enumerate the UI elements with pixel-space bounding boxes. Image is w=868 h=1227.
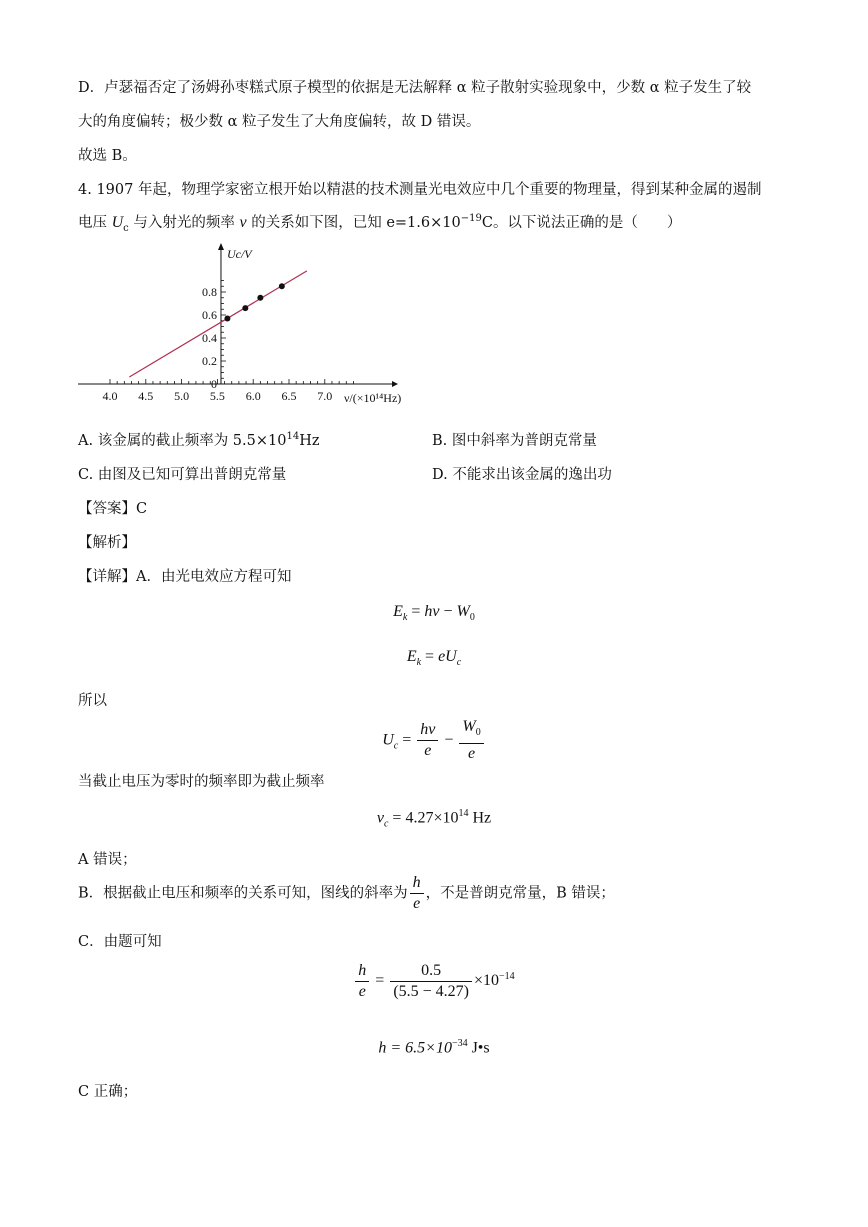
y-tick-label: 0.4 (201, 331, 217, 345)
y-tick-label: 0.8 (201, 285, 217, 299)
c-correct: C 正确； (78, 1084, 138, 1100)
data-point (257, 295, 263, 301)
x-tick-label: 5.5 (209, 389, 225, 403)
equation-cutoff-frequency: $\nu_c = 4.27\times 10^{14}$ Hz (376, 808, 492, 830)
data-point (242, 305, 248, 311)
option-b: B. 图中斜率为普朗克常量 (432, 433, 597, 449)
option-d-line-1: D．卢瑟福否定了汤姆孙枣糕式原子模型的依据是无法解释 α 粒子散射实验现象中，少数 α 粒子发生了较 (78, 80, 752, 96)
question-4-line-2: 电压 $U_c$ 与入射光的频率 ν 的关系如下图，已知 $e=1.6\times 10^{-19}C$。以下说法正确的是（ ） (78, 213, 682, 234)
chart-axes (78, 243, 398, 387)
electron-charge: $e=1.6\times 10^{-19}C$ (386, 213, 493, 231)
question-4-line-1: 4. 1907 年起，物理学家密立根开始以精湛的技术测量光电效应中几个重要的物理量，得到某种金属的遏制 (78, 182, 762, 198)
analysis-label: 【解析】 (78, 535, 136, 551)
option-d: D. 不能求出该金属的逸出功 (432, 467, 612, 483)
so-label: 所以 (78, 693, 107, 709)
y-axis-label: Uc/V (226, 247, 252, 261)
equation-photoelectric: $E_k = h\nu - W_0$ (393, 603, 475, 624)
x-axis-arrow (392, 381, 398, 387)
x-tick-label: 7.0 (317, 389, 333, 403)
x-tick-label: 6.0 (245, 389, 261, 403)
data-point (224, 315, 230, 321)
x-tick-label: 5.0 (174, 389, 190, 403)
y-tick-label: 0.2 (201, 354, 217, 368)
data-point (279, 283, 285, 289)
equation-stopping-voltage: $U_c$ = $\frac{h\nu}{e}$ − $\frac{W_0}{e}$ (0, 718, 868, 763)
option-d-line-2: 大的角度偏转；极少数 α 粒子发生了大角度偏转，故 D 错误。 (78, 114, 481, 130)
x-tick-label: 6.5 (281, 389, 297, 403)
a-wrong: A 错误； (78, 852, 137, 868)
x-axis-label: ν/(×10¹⁴Hz) (344, 391, 402, 405)
equation-h-over-e: $\frac{h}{e}$ = $\frac{0.5}{(5.5 - 4.27)}$ $\times 10^{-14}$ (0, 962, 868, 1001)
choose-b: 故选 B。 (78, 148, 137, 164)
y-axis-arrow (218, 243, 224, 250)
option-b-explanation: B．根据截止电压和频率的关系可知，图线的斜率为 $\frac{h}{e}$ ，不是普朗克常量，B 错误； (78, 874, 615, 912)
equation-kinetic-energy: $E_k = eU_c$ (406, 648, 462, 669)
detail-label: 【详解】A．由光电效应方程可知 (78, 569, 292, 585)
y-tick-label: 0 (210, 377, 217, 391)
x-tick-label: 4.5 (138, 389, 154, 403)
cutoff-frequency-note: 当截止电压为零时的频率即为截止频率 (78, 774, 325, 790)
chart-ticks (103, 281, 354, 404)
option-c: C. 由图及已知可算出普朗克常量 (78, 467, 287, 483)
option-a: A. 该金属的截止频率为 $5.5\times 10^{14}Hz$ (78, 431, 320, 449)
equation-planck-constant: $h = 6.5\times 10^{-34}$ J•s (378, 1038, 490, 1057)
stopping-voltage-chart (74, 240, 404, 410)
answer-label: 【答案】C (78, 501, 148, 517)
y-tick-label: 0.6 (201, 308, 217, 322)
c-known: C．由题可知 (78, 934, 162, 950)
x-tick-label: 4.0 (102, 389, 118, 403)
